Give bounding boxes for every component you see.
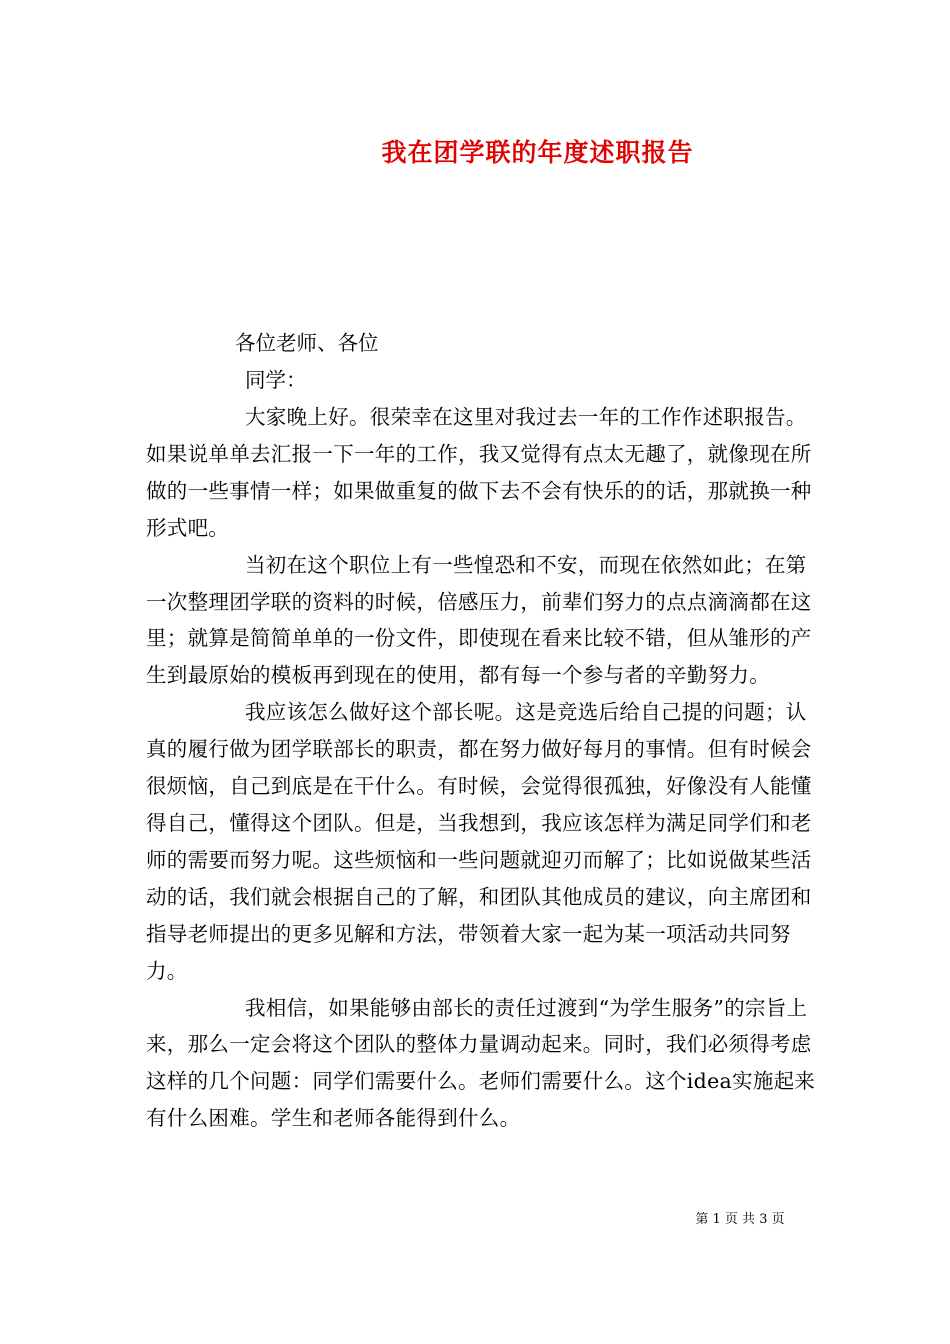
- document-body: [146, 325, 826, 1137]
- page-footer: 第 1 页 共 3 页: [695, 1212, 785, 1227]
- salutation-line-1: 各位老师、各位: [235, 331, 379, 355]
- paragraph-4: 我相信，如果能够由部长的责任过渡到“为学生服务”的宗旨上来，那么一定会将这个团队的整体力量调动起来。同时，我们必须得考虑这样的几个问题：同学们需要什么。老师们需要什么。这个idea实施起来有什么困难。学生和老师各能得到什么。: [146, 995, 816, 1131]
- paragraph-1: 大家晚上好。很荣幸在这里对我过去一年的工作作述职报告。如果说单单去汇报一下一年的工作，我又觉得有点太无趣了，就像现在所做的一些事情一样；如果做重复的做下去不会有快乐的的话，那就换一种形式吧。: [146, 405, 812, 540]
- paragraph-2: 当初在这个职位上有一些惶恐和不安，而现在依然如此；在第一次整理团学联的资料的时候，倍感压力，前辈们努力的点点滴滴都在这里；就算是简简单单的一份文件，即使现在看来比较不错，但从雏形的产生到最原始的模板再到现在的使用，都有每一个参与者的辛勤努力。: [146, 552, 812, 688]
- document-title: 我在团学联的年度述职报告: [381, 138, 694, 167]
- salutation-line-2: 同学：: [245, 368, 307, 392]
- paragraph-3: 我应该怎么做好这个部长呢。这是竞选后给自己提的问题；认真的履行做为团学联部长的职责，都在努力做好每月的事情。但有时候会很烦恼，自己到底是在干什么。有时候，会觉得很孤独，好像没有人能懂得自己，懂得这个团队。但是，当我想到，我应该怎样为满足同学们和老师的需要而努力呢。这些烦恼和一些问题就迎刃而解了；比如说做某些活动的话，我们就会根据自己的了解，和团队其他成员的建议，向主席团和指导老师提出的更多见解和方法，带领着大家一起为某一项活动共同努力。: [146, 700, 812, 983]
